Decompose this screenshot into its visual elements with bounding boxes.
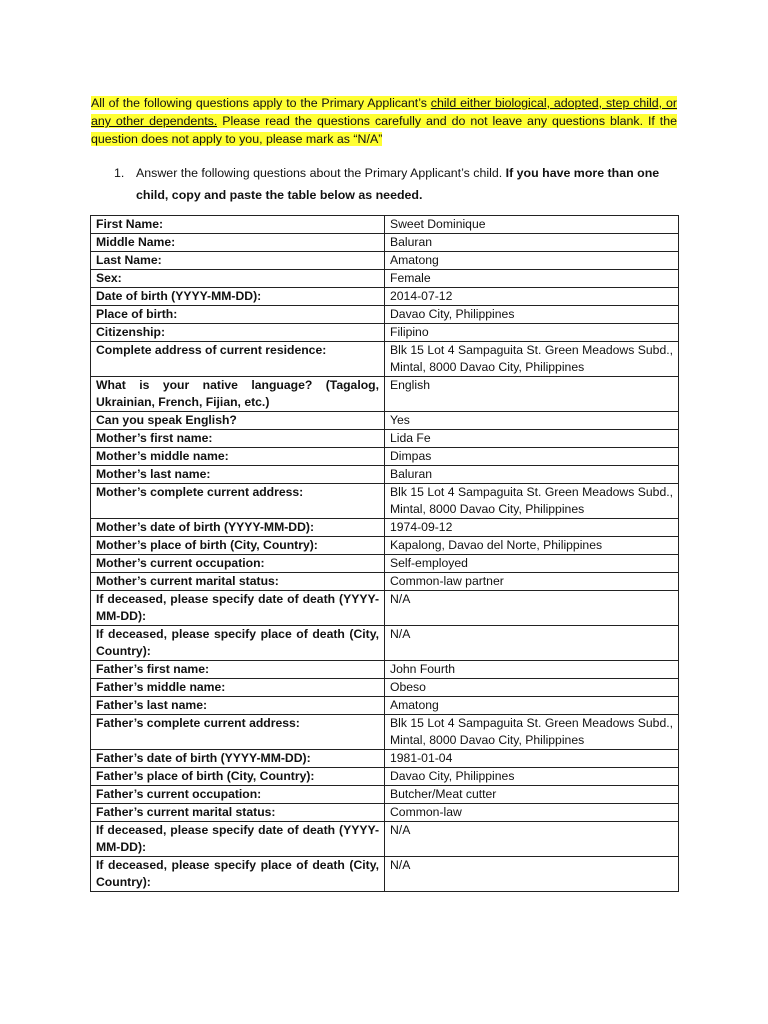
table-row (91, 786, 679, 804)
field-label: If deceased, please specify place of death (City, Country): (91, 857, 385, 892)
field-label: Can you speak English? (91, 412, 385, 430)
table-row (91, 555, 679, 573)
table-row (91, 484, 679, 519)
table-row (91, 216, 679, 234)
table-row (91, 252, 679, 270)
field-value[interactable]: Lida Fe (385, 430, 679, 448)
field-value[interactable]: Self-employed (385, 555, 679, 573)
table-row (91, 448, 679, 466)
field-label: Father’s current occupation: (91, 786, 385, 804)
field-value[interactable]: N/A (385, 857, 679, 892)
field-value[interactable]: 1981-01-04 (385, 750, 679, 768)
field-label: Father’s place of birth (City, Country): (91, 768, 385, 786)
table-row (91, 679, 679, 697)
table-row (91, 537, 679, 555)
table-row (91, 626, 679, 661)
field-label: If deceased, please specify date of death (YYYY-MM-DD): (91, 591, 385, 626)
table-row (91, 768, 679, 786)
table-row (91, 857, 679, 892)
intro-text-2: Please read the questions carefully and do not leave any questions blank. If the question does not apply to you, please mark as “N/A” (91, 114, 677, 146)
field-label: Sex: (91, 270, 385, 288)
field-label: Date of birth (YYYY-MM-DD): (91, 288, 385, 306)
field-value[interactable]: Blk 15 Lot 4 Sampaguita St. Green Meadows Subd., Mintal, 8000 Davao City, Philippines (385, 715, 679, 750)
field-label: Last Name: (91, 252, 385, 270)
child-info-table-body (91, 216, 679, 892)
field-value[interactable]: John Fourth (385, 661, 679, 679)
field-value[interactable]: Blk 15 Lot 4 Sampaguita St. Green Meadows Subd., Mintal, 8000 Davao City, Philippines (385, 342, 679, 377)
field-label: Mother’s last name: (91, 466, 385, 484)
table-row (91, 750, 679, 768)
field-value[interactable]: Filipino (385, 324, 679, 342)
field-label: Father’s current marital status: (91, 804, 385, 822)
table-row (91, 288, 679, 306)
question-text-b: If you have more than one (505, 166, 660, 180)
table-row (91, 306, 679, 324)
table-row (91, 697, 679, 715)
table-row (91, 822, 679, 857)
question-text-c: child, copy and paste the table below as needed. (136, 188, 423, 202)
table-row (91, 573, 679, 591)
field-value[interactable]: Common-law (385, 804, 679, 822)
field-label: What is your native language? (Tagalog, Ukrainian, French, Fijian, etc.) (91, 377, 385, 412)
field-label: Father’s complete current address: (91, 715, 385, 750)
question-line-1 (114, 162, 674, 184)
field-value[interactable]: N/A (385, 591, 679, 626)
field-value[interactable]: Butcher/Meat cutter (385, 786, 679, 804)
field-label: Mother’s current marital status: (91, 573, 385, 591)
field-value[interactable]: Obeso (385, 679, 679, 697)
table-row (91, 591, 679, 626)
field-label: Father’s middle name: (91, 679, 385, 697)
field-value[interactable]: 1974-09-12 (385, 519, 679, 537)
table-row (91, 412, 679, 430)
field-label: Citizenship: (91, 324, 385, 342)
field-label: Mother’s first name: (91, 430, 385, 448)
field-label: Mother’s complete current address: (91, 484, 385, 519)
field-value[interactable]: Yes (385, 412, 679, 430)
field-label: Father’s date of birth (YYYY-MM-DD): (91, 750, 385, 768)
field-label: Father’s last name: (91, 697, 385, 715)
table-row (91, 234, 679, 252)
child-info-table (90, 215, 679, 892)
field-value[interactable]: Amatong (385, 252, 679, 270)
field-label: If deceased, please specify place of death (City, Country): (91, 626, 385, 661)
field-label: Place of birth: (91, 306, 385, 324)
field-value[interactable]: English (385, 377, 679, 412)
field-label: Father’s first name: (91, 661, 385, 679)
question-1 (114, 162, 674, 206)
field-value[interactable]: Kapalong, Davao del Norte, Philippines (385, 537, 679, 555)
field-value[interactable]: Blk 15 Lot 4 Sampaguita St. Green Meadows Subd., Mintal, 8000 Davao City, Philippines (385, 484, 679, 519)
field-value[interactable]: 2014-07-12 (385, 288, 679, 306)
field-label: First Name: (91, 216, 385, 234)
field-label: Middle Name: (91, 234, 385, 252)
field-value[interactable]: Dimpas (385, 448, 679, 466)
table-row (91, 377, 679, 412)
field-value[interactable]: Baluran (385, 234, 679, 252)
field-label: If deceased, please specify date of death (YYYY-MM-DD): (91, 822, 385, 857)
table-row (91, 342, 679, 377)
question-text-a: Answer the following questions about the Primary Applicant’s child. (136, 166, 506, 180)
field-label: Complete address of current residence: (91, 342, 385, 377)
field-value[interactable]: Sweet Dominique (385, 216, 679, 234)
field-value[interactable]: N/A (385, 626, 679, 661)
field-value[interactable]: Female (385, 270, 679, 288)
field-value[interactable]: Davao City, Philippines (385, 306, 679, 324)
table-row (91, 804, 679, 822)
table-row (91, 270, 679, 288)
field-value[interactable]: N/A (385, 822, 679, 857)
intro-text-1: All of the following questions apply to the Primary Applicant’s (91, 96, 431, 110)
field-label: Mother’s current occupation: (91, 555, 385, 573)
table-row (91, 466, 679, 484)
table-row (91, 519, 679, 537)
question-number: 1. (114, 166, 125, 180)
field-value[interactable]: Davao City, Philippines (385, 768, 679, 786)
table-row (91, 324, 679, 342)
field-value[interactable]: Common-law partner (385, 573, 679, 591)
field-label: Mother’s place of birth (City, Country): (91, 537, 385, 555)
field-label: Mother’s middle name: (91, 448, 385, 466)
table-row (91, 715, 679, 750)
table-row (91, 661, 679, 679)
intro-paragraph (91, 94, 677, 148)
field-value[interactable]: Amatong (385, 697, 679, 715)
field-label: Mother’s date of birth (YYYY-MM-DD): (91, 519, 385, 537)
table-row (91, 430, 679, 448)
field-value[interactable]: Baluran (385, 466, 679, 484)
intro-text-underlined: child either biological, adopted, step child, or any other dependents. (91, 96, 677, 128)
